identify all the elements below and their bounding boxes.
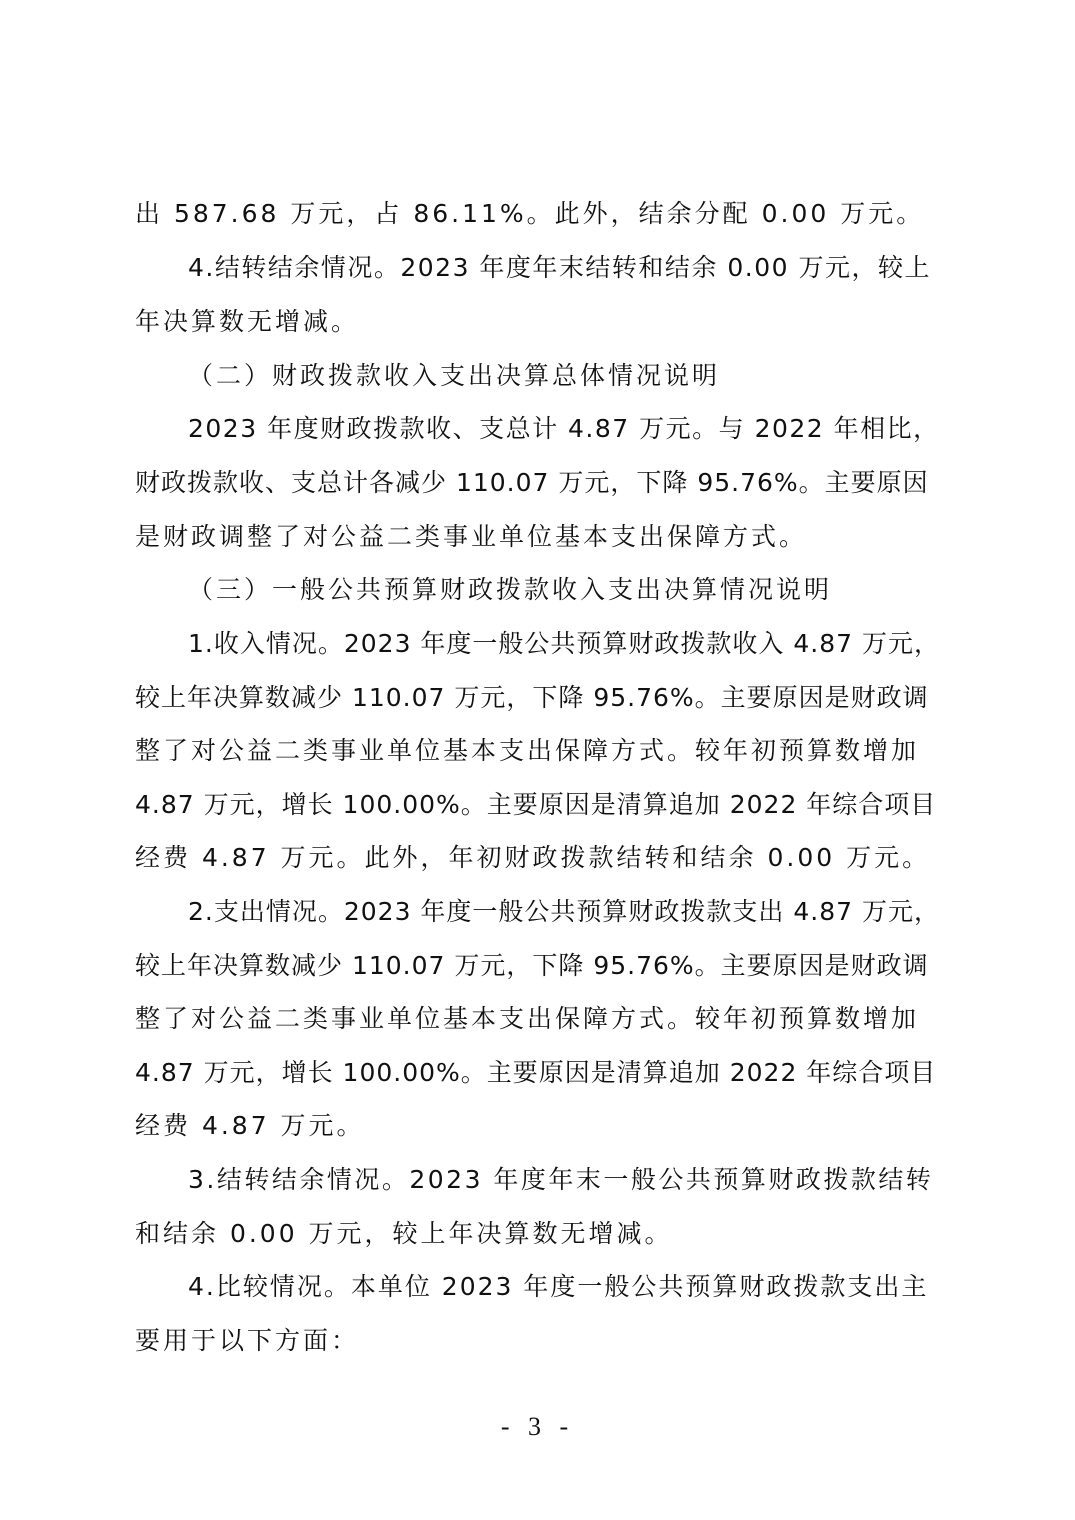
text-line: 是财政调整了对公益二类事业单位基本支出保障方式。 (135, 522, 808, 551)
section-heading-3: （三）一般公共预算财政拨款收入支出决算情况说明 (188, 575, 833, 604)
text-line: 较上年决算数减少 110.07 万元，下降 95.76%。主要原因是财政调 (135, 951, 929, 980)
text-line: 和结余 0.00 万元，较上年决算数无增减。 (135, 1219, 673, 1248)
paragraph-total-fiscal: 2023 年度财政拨款收、支总计 4.87 万元。与 2022 年相比， (188, 414, 940, 443)
text-line: 经费 4.87 万元。此外，年初财政拨款结转和结余 0.00 万元。 (135, 843, 931, 872)
paragraph-comparison: 4.比较情况。本单位 2023 年度一般公共预算财政拨款支出主 (188, 1272, 929, 1301)
text-line: 4.87 万元，增长 100.00%。主要原因是清算追加 2022 年综合项目 (135, 1058, 937, 1087)
text-line: 整了对公益二类事业单位基本支出保障方式。较年初预算数增加 (135, 1004, 920, 1033)
text-line: 经费 4.87 万元。 (135, 1111, 365, 1140)
paragraph-carryover-balance-4: 4.结转结余情况。2023 年度年末结转和结余 0.00 万元，较上 (188, 253, 931, 282)
paragraph-carryover-balance-3: 3.结转结余情况。2023 年度年末一般公共预算财政拨款结转 (188, 1165, 934, 1194)
text-line: 财政拨款收、支总计各减少 110.07 万元，下降 95.76%。主要原因 (135, 468, 929, 497)
paragraph-expenditure: 2.支出情况。2023 年度一般公共预算财政拨款支出 4.87 万元， (188, 897, 940, 926)
text-line: 4.87 万元，增长 100.00%。主要原因是清算追加 2022 年综合项目 (135, 790, 937, 819)
text-line-continuation: 出 587.68 万元，占 86.11%。此外，结余分配 0.00 万元。 (135, 199, 925, 228)
text-line: 较上年决算数减少 110.07 万元，下降 95.76%。主要原因是财政调 (135, 683, 929, 712)
page-number: - 3 - (500, 1412, 575, 1441)
paragraph-income: 1.收入情况。2023 年度一般公共预算财政拨款收入 4.87 万元， (188, 629, 940, 658)
section-heading-2: （二）财政拨款收入支出决算总体情况说明 (188, 361, 721, 390)
text-line: 要用于以下方面： (135, 1326, 360, 1355)
text-line: 年决算数无增减。 (135, 307, 360, 336)
text-line: 整了对公益二类事业单位基本支出保障方式。较年初预算数增加 (135, 736, 920, 765)
